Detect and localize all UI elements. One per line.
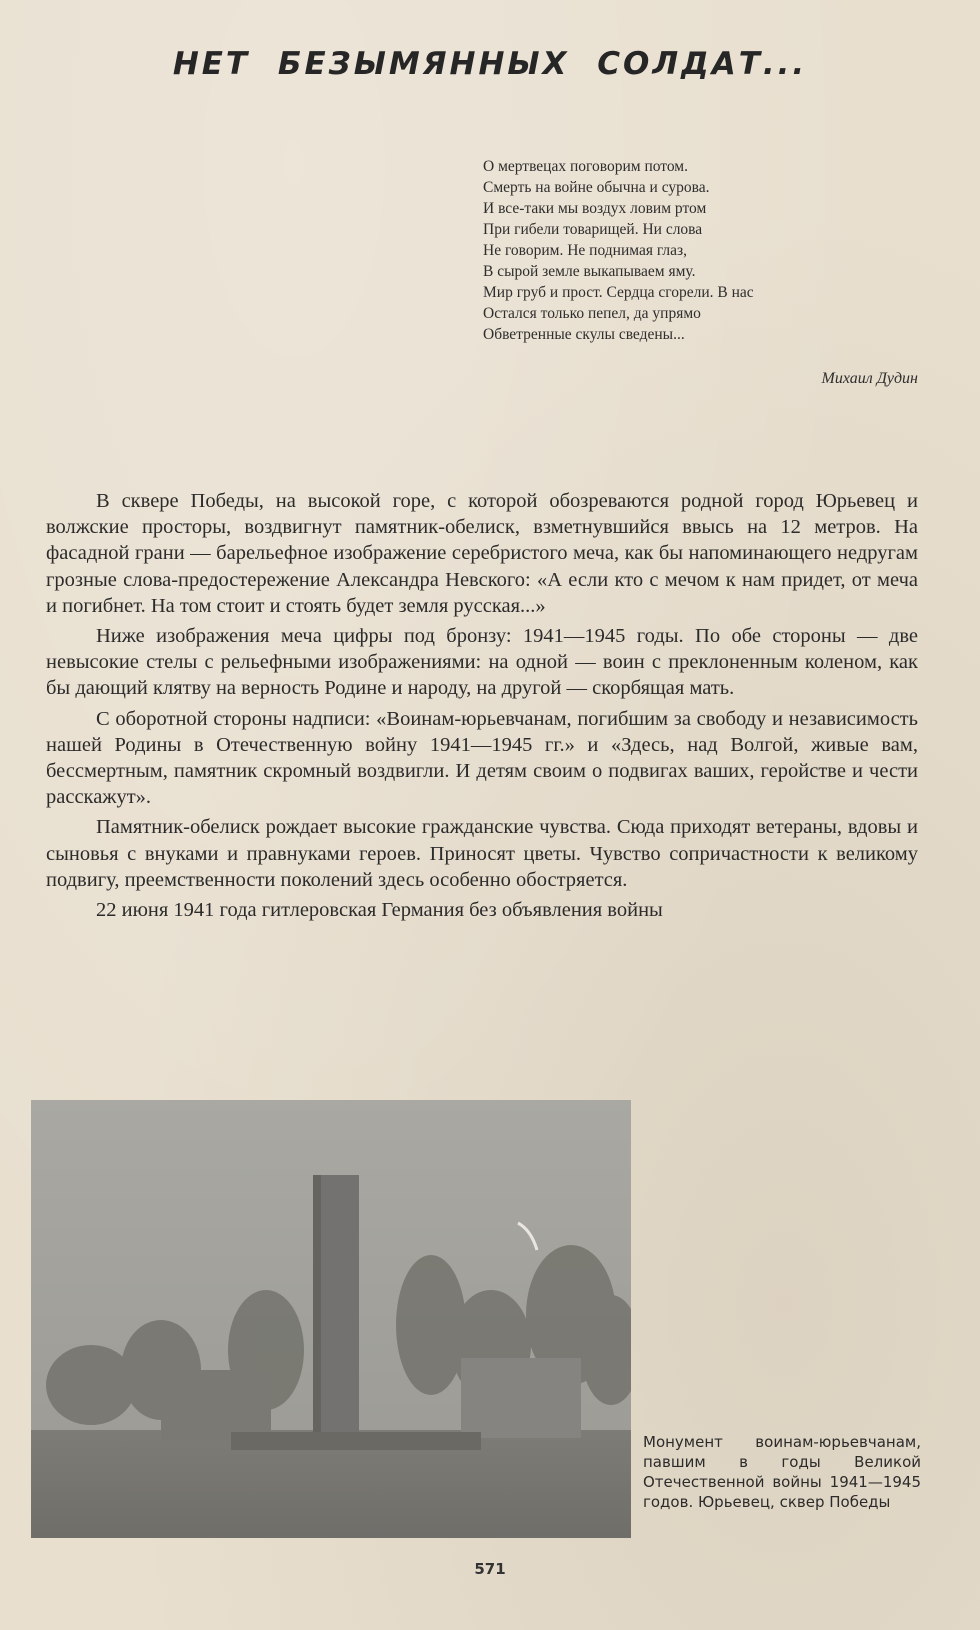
epigraph-author: Михаил Дудин [821,370,918,387]
page-number: 571 [474,1560,506,1578]
body-paragraph: Ниже изображения меча цифры под бронзу: 1941—1945 годы. По обе стороны — две невысокие стелы с рельефными изображениями: на одной — воин с преклоненным коленом, как бы дающий клятву на верность Родине и народу, на другой — скорбящая мать. [46,625,918,700]
epigraph-line: Остался только пепел, да упрямо [483,305,701,322]
epigraph-line: Смерть на войне обычна и сурова. [483,179,710,196]
epigraph-line: В сырой земле выкапываем яму. [483,263,696,280]
epigraph-line: Обветренные скулы сведены... [483,326,685,343]
epigraph-line: При гибели товарищей. Ни слова [483,221,703,238]
epigraph-line: О мертвецах поговорим потом. [483,158,688,175]
monument-photo-image [31,1100,631,1538]
epigraph-line: И все-таки мы воздух ловим ртом [483,200,707,217]
monument-photo [31,1100,631,1538]
epigraph-poem [483,156,923,345]
body-paragraph: 22 июня 1941 года гитлеровская Германия без объявления войны [96,899,663,922]
article-title: НЕТ БЕЗЫМЯННЫХ СОЛДАТ... [172,46,808,82]
epigraph-line: Не говорим. Не поднимая глаз, [483,242,688,259]
body-paragraph: В сквере Победы, на высокой горе, с которой обозреваются родной город Юрьевец и волжские просторы, воздвигнут памятник-обелиск, взметнувшийся ввысь на 12 метров. На фасадной грани — барельефное изображение серебристого меча, как бы напоминающего недругам грозные слова-предостережение Александра Невского: «А если кто с мечом к нам придет, от меча и погибнет. На том стоит и стоять будет земля русская...» [46,490,918,617]
epigraph-line: Мир груб и прост. Сердца сгорели. В нас [483,284,754,301]
body-paragraph: С оборотной стороны надписи: «Воинам-юрьевчанам, погибшим за свободу и независимость нашей Родины в Отечественную войну 1941—1945 гг.» и «Здесь, над Волгой, живые вам, бессмертным, памятник скромный воздвигли. И детям своим о подвигах ваших, геройстве и чести расскажут». [46,707,918,809]
photo-caption: Монумент воинам-юрьевчанам, павшим в годы Великой Отечественной войны 1941—1945 годов. Юрьевец, сквер Победы [643,1433,921,1511]
article-body [46,488,918,927]
body-paragraph: Памятник-обелиск рождает высокие гражданские чувства. Сюда приходят ветераны, вдовы и сыновья с внуками и правнуками героев. Приносят цветы. Чувство сопричастности к великому подвигу, преемственности поколений здесь особенно обостряется. [46,816,918,891]
